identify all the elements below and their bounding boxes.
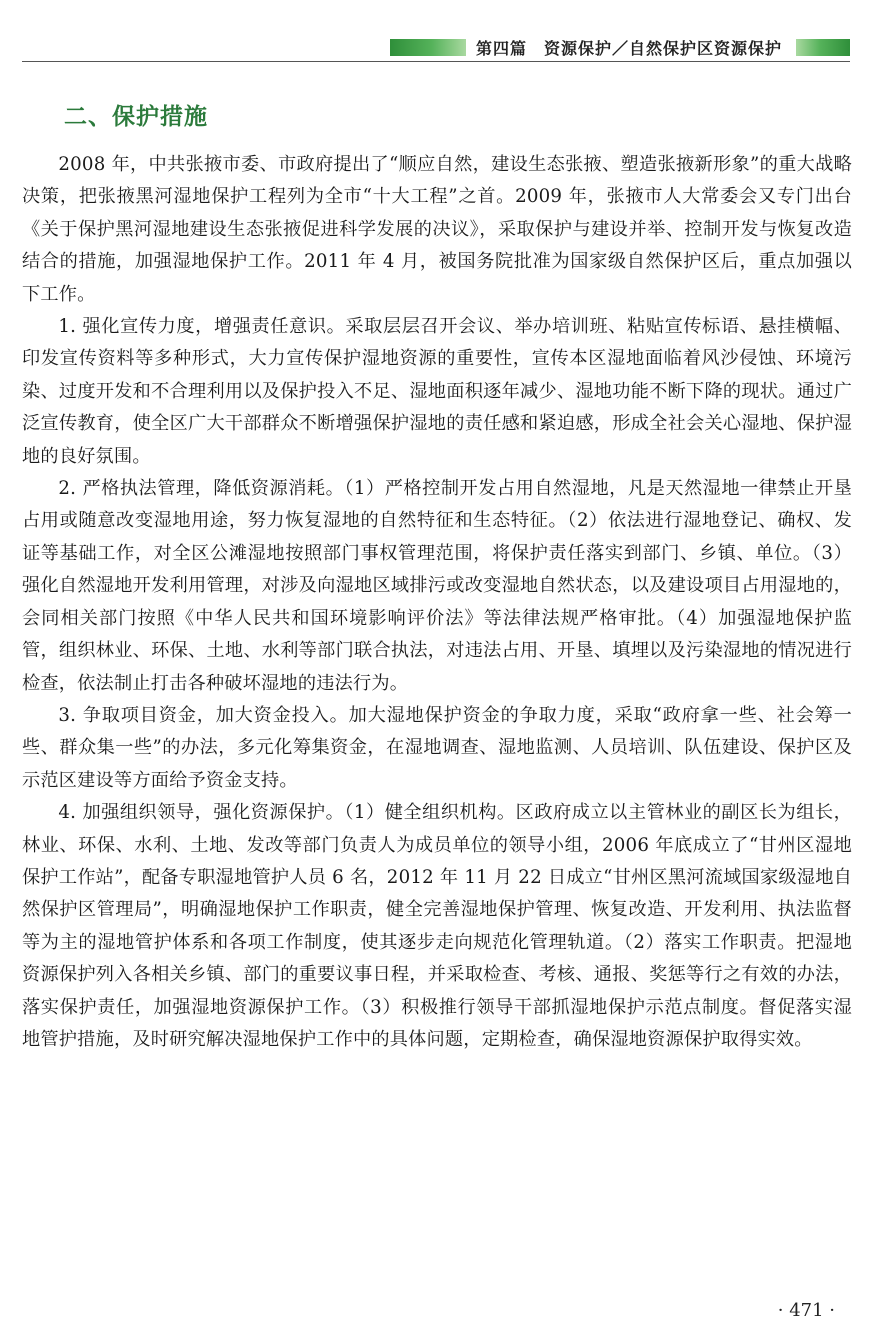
header-rule-line <box>22 61 850 62</box>
page-number: · 471 · <box>777 1300 835 1321</box>
paragraph-item-3: 3. 争取项目资金，加大资金投入。加大湿地保护资金的争取力度，采取“政府拿一些、社会筹一些、群众集一些”的办法，多元化筹集资金，在湿地调查、湿地监测、人员培训、队伍建设、保护区及示范区建设等方面给予资金支持。 <box>22 704 852 791</box>
body-text <box>22 149 852 1056</box>
paragraph-item-1: 1. 强化宣传力度，增强责任意识。采取层层召开会议、举办培训班、粘贴宣传标语、悬挂横幅、印发宣传资料等多种形式，大力宣传保护湿地资源的重要性，宣传本区湿地面临着风沙侵蚀、环境污染、过度开发和不合理利用以及保护投入不足、湿地面积逐年减少、湿地功能不断下降的现状。通过广泛宣传教育，使全区广大干部群众不断增强保护湿地的责任感和紧迫感，形成全社会关心湿地、保护湿地的良好氛围。 <box>22 316 852 467</box>
section-heading: 二、保护措施 <box>64 104 208 130</box>
paragraph-intro: 2008 年，中共张掖市委、市政府提出了“顺应自然，建设生态张掖、塑造张掖新形象”的重大战略决策，把张掖黑河湿地保护工程列为全市“十大工程”之首。2009 年，张掖市人大常委会又专门出台《关于保护黑河湿地建设生态张掖促进科学发展的决议》，采取保护与建设并举、控制开发与恢复改造结合的措施，加强湿地保护工作。2011 年 4 月，被国务院批准为国家级自然保护区后，重点加强以下工作。 <box>22 154 852 305</box>
header-chapter-title: 第四篇 资源保护／自然保护区资源保护 <box>476 39 783 58</box>
paragraph-item-2: 2. 严格执法管理，降低资源消耗。（1）严格控制开发占用自然湿地，凡是天然湿地一律禁止开垦占用或随意改变湿地用途，努力恢复湿地的自然特征和生态特征。（2）依法进行湿地登记、确权、发证等基础工作，对全区公滩湿地按照部门事权管理范围，将保护责任落实到部门、乡镇、单位。（3）强化自然湿地开发利用管理，对涉及向湿地区域排污或改变湿地自然状态，以及建设项目占用湿地的，会同相关部门按照《中华人民共和国环境影响评价法》等法律法规严格审批。（4）加强湿地保护监管，组织林业、环保、土地、水利等部门联合执法，对违法占用、开垦、填埋以及污染湿地的情况进行检查，依法制止打击各种破坏湿地的违法行为。 <box>22 478 852 694</box>
paragraph-item-4: 4. 加强组织领导，强化资源保护。（1）健全组织机构。区政府成立以主管林业的副区长为组长，林业、环保、水利、土地、发改等部门负责人为成员单位的领导小组，2006 年底成立了“甘州区湿地保护工作站”，配备专职湿地管护人员 6 名，2012 年 11 月 22 日成立“甘州区黑河流域国家级湿地自然保护区管理局”，明确湿地保护工作职责，健全完善湿地保护管理、恢复改造、开发利用、执法监督等为主的湿地管护体系和各项工作制度，使其逐步走向规范化管理轨道。（2）落实工作职责。把湿地资源保护列入各相关乡镇、部门的重要议事日程，并采取检查、考核、通报、奖惩等行之有效的办法，落实保护责任，加强湿地资源保护工作。（3）积极推行领导干部抓湿地保护示范点制度。督促落实湿地管护措施，及时研究解决湿地保护工作中的具体问题，定期检查，确保湿地资源保护取得实效。 <box>22 802 852 1050</box>
header-left-green-bar <box>390 39 466 56</box>
header-right-green-bar <box>796 39 850 56</box>
running-header <box>22 39 850 63</box>
